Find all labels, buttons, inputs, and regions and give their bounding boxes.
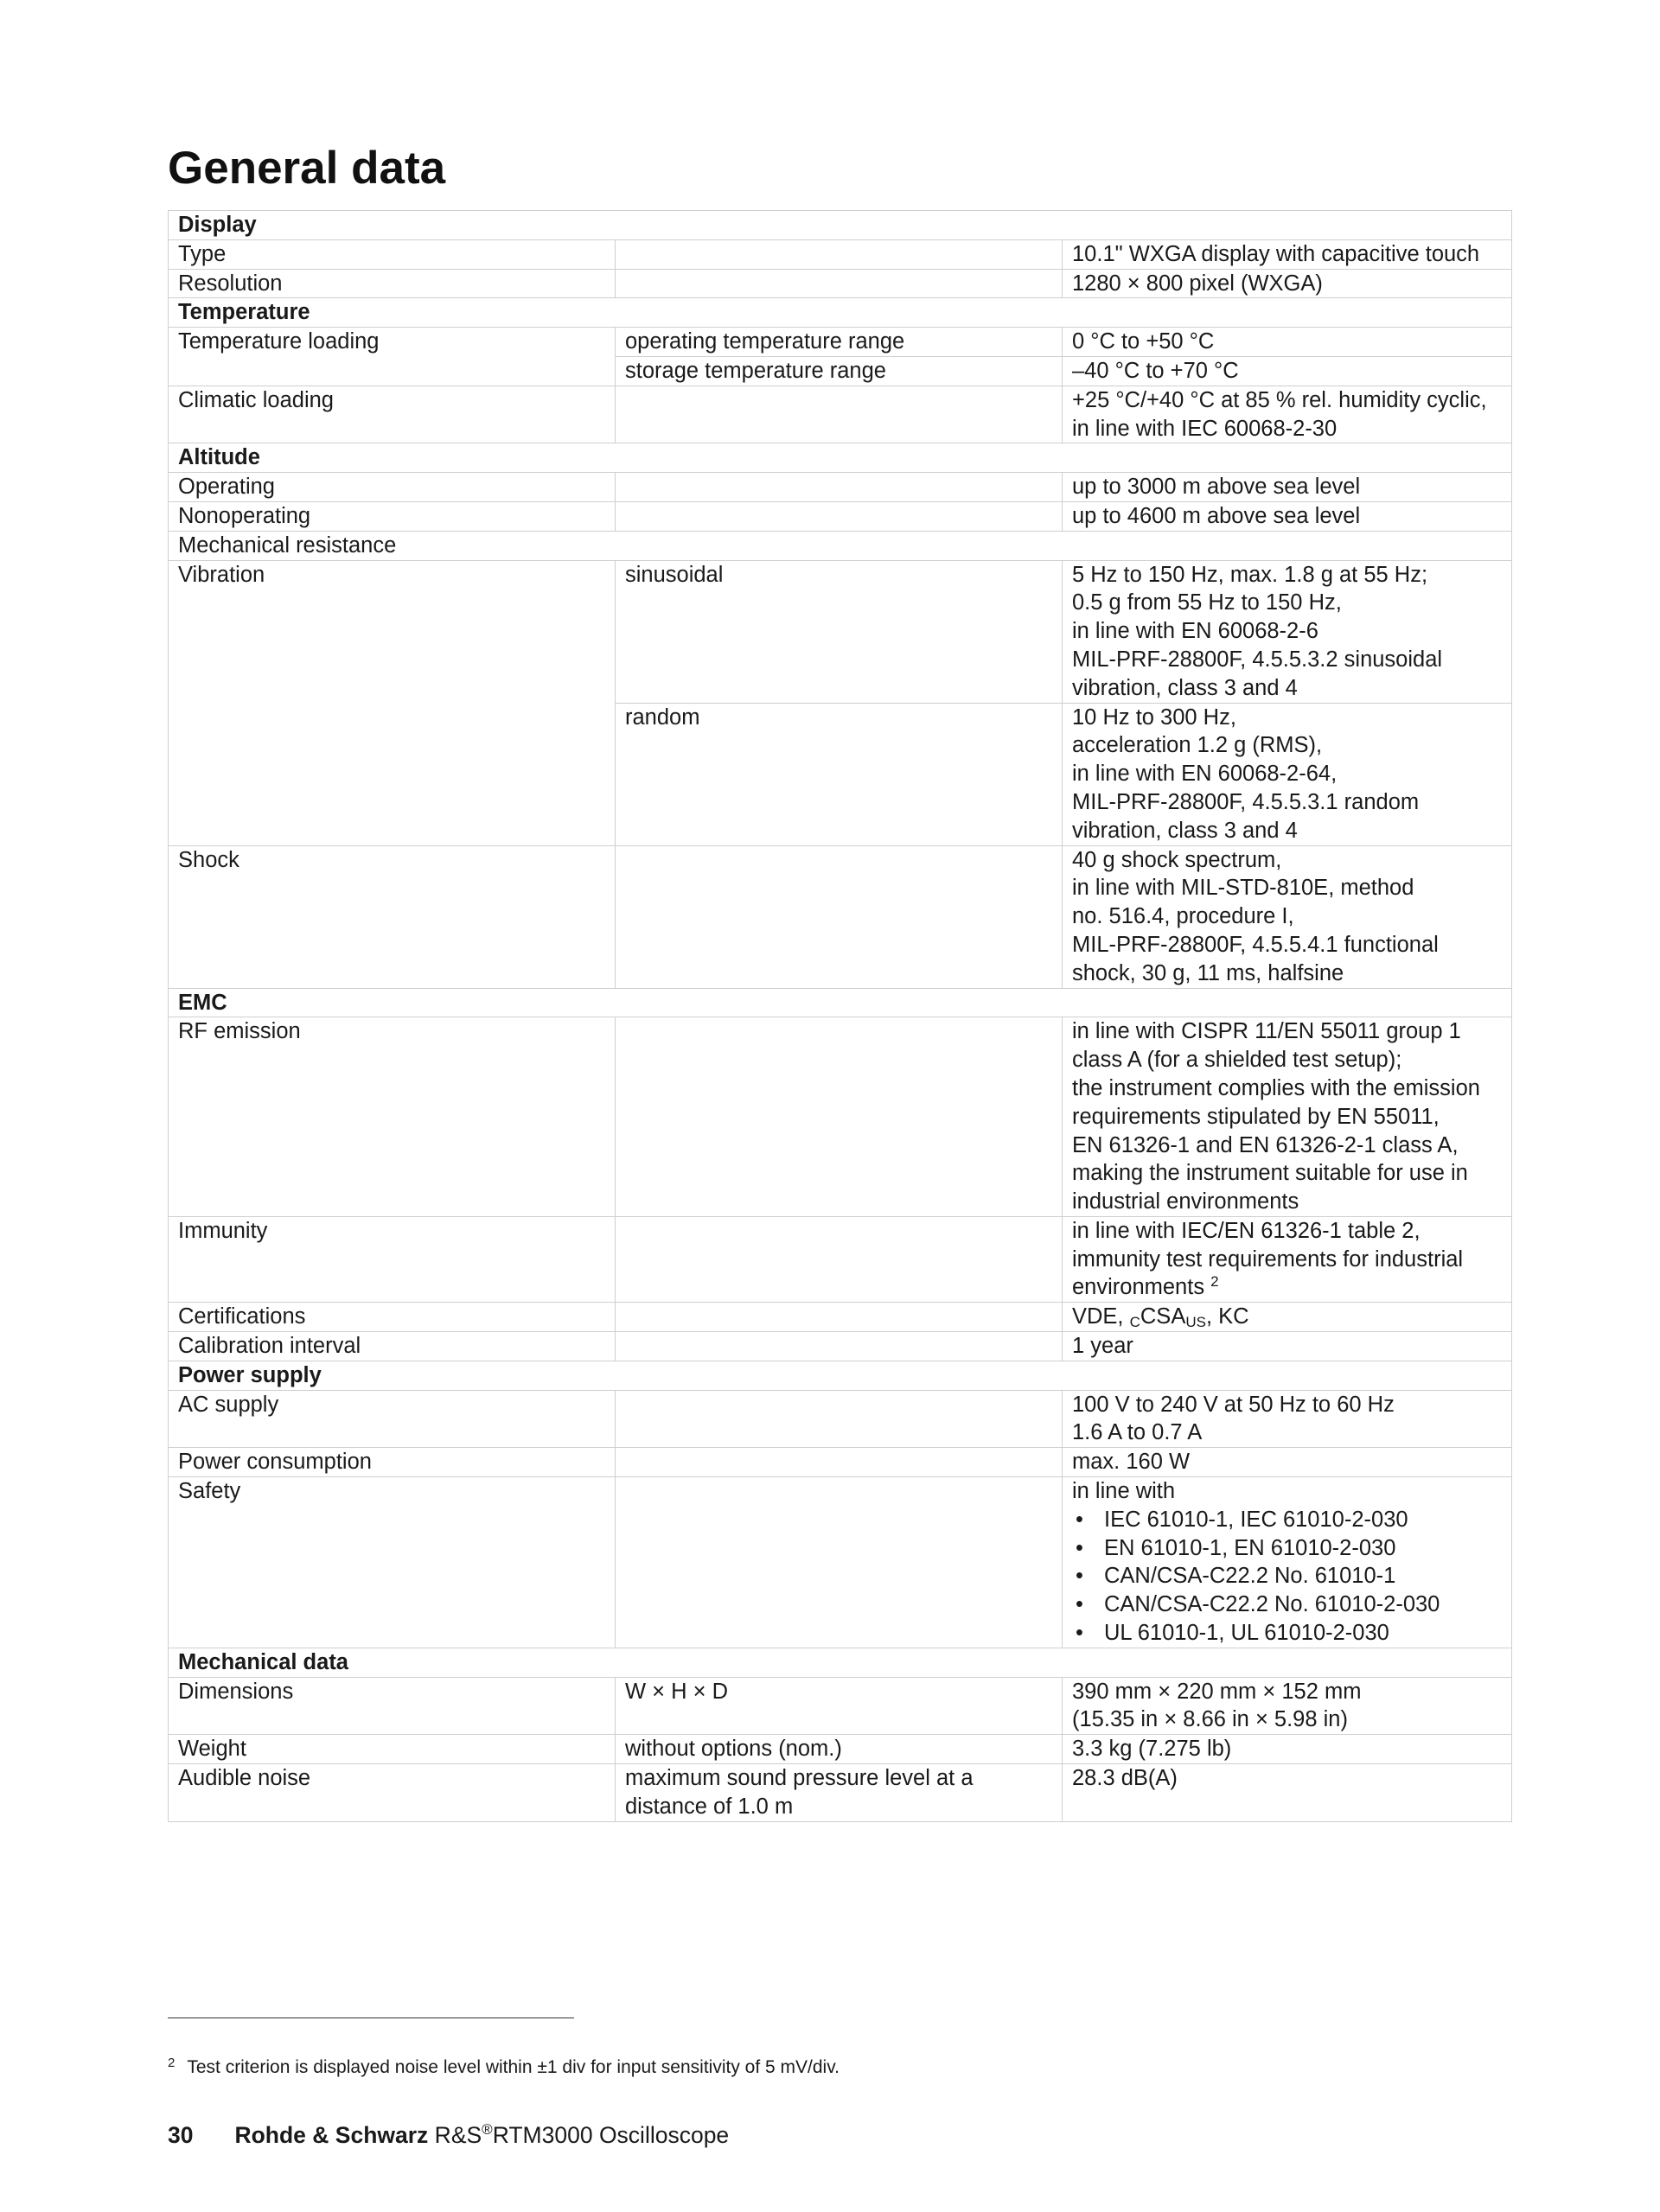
row-label: Calibration interval xyxy=(169,1332,616,1361)
section-row-display xyxy=(169,211,1512,240)
footnote-text: Test criterion is displayed noise level within ±1 div for input sensitivity of 5 mV/div. xyxy=(187,2057,840,2077)
param-line: distance of 1.0 m xyxy=(625,1794,794,1819)
value-line: MIL-PRF-28800F, 4.5.5.3.1 random xyxy=(1072,789,1420,814)
row-label: Temperature loading xyxy=(169,328,616,386)
row-value: 1280 × 800 pixel (WXGA) xyxy=(1063,269,1512,298)
row-value: up to 3000 m above sea level xyxy=(1063,473,1512,502)
section-row-power-supply xyxy=(169,1361,1512,1390)
cert-csa: CSA xyxy=(1140,1304,1186,1329)
value-line: shock, 30 g, 11 ms, halfsine xyxy=(1072,960,1344,985)
cert-kc: , KC xyxy=(1205,1304,1249,1329)
value-line: no. 516.4, procedure I, xyxy=(1072,904,1294,929)
row-param: without options (nom.) xyxy=(616,1735,1063,1764)
row-value xyxy=(1063,1390,1512,1448)
cert-csa-prefix: C xyxy=(1129,1314,1140,1331)
row-value xyxy=(1063,845,1512,988)
row-param: W × H × D xyxy=(616,1677,1063,1735)
value-line: acceleration 1.2 g (RMS), xyxy=(1072,733,1323,758)
section-row-mechanical-data xyxy=(169,1648,1512,1677)
row-param xyxy=(616,1017,1063,1217)
table-row-type xyxy=(169,239,1512,269)
row-label: Operating xyxy=(169,473,616,502)
section-heading-altitude: Altitude xyxy=(169,443,1512,473)
row-param xyxy=(616,269,1063,298)
row-value xyxy=(1063,386,1512,443)
row-param: sinusoidal xyxy=(616,560,1063,703)
table-row-audible-noise xyxy=(169,1764,1512,1822)
row-label: Power consumption xyxy=(169,1448,616,1477)
row-value xyxy=(1063,1216,1512,1302)
value-line: 390 mm × 220 mm × 152 mm xyxy=(1072,1679,1362,1704)
value-line: in line with MIL-STD-810E, method xyxy=(1072,876,1414,901)
table-row-vibration-sinusoidal xyxy=(169,560,1512,703)
value-line: in line with EN 60068-2-64, xyxy=(1072,762,1338,787)
row-label: Climatic loading xyxy=(169,386,616,443)
value-line: in line with CISPR 11/EN 55011 group 1 xyxy=(1072,1019,1461,1044)
row-value: –40 °C to +70 °C xyxy=(1063,356,1512,386)
row-value: 1 year xyxy=(1063,1332,1512,1361)
value-line: the instrument complies with the emission xyxy=(1072,1075,1480,1100)
value-line: vibration, class 3 and 4 xyxy=(1072,675,1298,700)
table-row-certifications xyxy=(169,1303,1512,1332)
row-param xyxy=(616,1448,1063,1477)
page-footer xyxy=(168,2121,729,2149)
value-line: 5 Hz to 150 Hz, max. 1.8 g at 55 Hz; xyxy=(1072,562,1428,587)
table-row-climatic xyxy=(169,386,1512,443)
row-value xyxy=(1063,1303,1512,1332)
list-item: • CAN/CSA-C22.2 No. 61010-1 xyxy=(1072,1562,1503,1590)
row-value xyxy=(1063,1677,1512,1735)
value-line: in line with IEC 60068-2-30 xyxy=(1072,416,1338,441)
row-value: max. 160 W xyxy=(1063,1448,1512,1477)
table-row-shock xyxy=(169,845,1512,988)
row-value xyxy=(1063,560,1512,703)
footer-product-name: RTM3000 Oscilloscope xyxy=(492,2122,730,2148)
cert-csa-suffix: US xyxy=(1185,1314,1206,1331)
footer-brand: Rohde & Schwarz xyxy=(234,2122,429,2148)
table-row-weight xyxy=(169,1735,1512,1764)
table-row-ac-supply xyxy=(169,1390,1512,1448)
value-line: MIL-PRF-28800F, 4.5.5.3.2 sinusoidal xyxy=(1072,647,1443,672)
row-param: operating temperature range xyxy=(616,328,1063,357)
table-row-altitude-nonoperating xyxy=(169,501,1512,531)
section-heading-temperature: Temperature xyxy=(169,298,1512,328)
row-label: Immunity xyxy=(169,1216,616,1302)
row-param xyxy=(616,501,1063,531)
row-param xyxy=(616,239,1063,269)
cert-vde: VDE, xyxy=(1072,1304,1130,1329)
row-value: up to 4600 m above sea level xyxy=(1063,501,1512,531)
row-label: RF emission xyxy=(169,1017,616,1217)
value-line: in line with xyxy=(1072,1479,1176,1504)
section-row-altitude xyxy=(169,443,1512,473)
section-heading-mechanical-resistance: Mechanical resistance xyxy=(169,531,1512,560)
list-item: • UL 61010-1, UL 61010-2-030 xyxy=(1072,1619,1503,1648)
value-line: EN 61326-1 and EN 61326-2-1 class A, xyxy=(1072,1132,1459,1157)
row-label: Vibration xyxy=(169,560,616,845)
row-label: Audible noise xyxy=(169,1764,616,1822)
row-label: Resolution xyxy=(169,269,616,298)
row-label: Weight xyxy=(169,1735,616,1764)
footnote xyxy=(168,2052,840,2079)
row-param xyxy=(616,386,1063,443)
table-row-altitude-operating xyxy=(169,473,1512,502)
section-row-mechanical-resistance xyxy=(169,531,1512,560)
row-value: 10.1" WXGA display with capacitive touch xyxy=(1063,239,1512,269)
row-value xyxy=(1063,1017,1512,1217)
row-value xyxy=(1063,703,1512,845)
table-row-power-consumption xyxy=(169,1448,1512,1477)
row-value: 3.3 kg (7.275 lb) xyxy=(1063,1735,1512,1764)
row-label: Safety xyxy=(169,1477,616,1648)
table-row-dimensions xyxy=(169,1677,1512,1735)
list-item: • CAN/CSA-C22.2 No. 61010-2-030 xyxy=(1072,1590,1503,1619)
footnote-reference: 2 xyxy=(1210,1273,1219,1291)
row-label: AC supply xyxy=(169,1390,616,1448)
value-line: in line with IEC/EN 61326-1 table 2, xyxy=(1072,1218,1421,1243)
value-line: in line with EN 60068-2-6 xyxy=(1072,619,1318,644)
row-param xyxy=(616,1332,1063,1361)
row-label: Shock xyxy=(169,845,616,988)
value-line: 1.6 A to 0.7 A xyxy=(1072,1420,1203,1445)
value-line: +25 °C/+40 °C at 85 % rel. humidity cyclic, xyxy=(1072,387,1487,412)
section-heading-emc: EMC xyxy=(169,988,1512,1017)
value-line: (15.35 in × 8.66 in × 5.98 in) xyxy=(1072,1707,1348,1732)
row-param: random xyxy=(616,703,1063,845)
value-line: class A (for a shielded test setup); xyxy=(1072,1048,1402,1073)
registered-mark: ® xyxy=(482,2121,493,2138)
table-row-immunity xyxy=(169,1216,1512,1302)
row-label: Type xyxy=(169,239,616,269)
value-line: 10 Hz to 300 Hz, xyxy=(1072,704,1236,730)
param-line: maximum sound pressure level at a xyxy=(625,1766,974,1791)
row-label: Dimensions xyxy=(169,1677,616,1735)
table-row-safety xyxy=(169,1477,1512,1648)
section-heading-display: Display xyxy=(169,211,1512,240)
safety-standards-list xyxy=(1072,1506,1503,1648)
row-param xyxy=(616,1477,1063,1648)
value-line: 100 V to 240 V at 50 Hz to 60 Hz xyxy=(1072,1392,1395,1417)
row-param xyxy=(616,845,1063,988)
value-line: industrial environments xyxy=(1072,1189,1299,1214)
page-number: 30 xyxy=(168,2122,194,2148)
row-label: Certifications xyxy=(169,1303,616,1332)
table-row-calibration xyxy=(169,1332,1512,1361)
value-line: MIL-PRF-28800F, 4.5.5.4.1 functional xyxy=(1072,932,1439,957)
row-param xyxy=(616,1303,1063,1332)
section-heading-power-supply: Power supply xyxy=(169,1361,1512,1390)
row-param xyxy=(616,1390,1063,1448)
row-value xyxy=(1063,1477,1512,1648)
table-row-temperature-operating xyxy=(169,328,1512,357)
value-line: vibration, class 3 and 4 xyxy=(1072,818,1298,843)
value-line xyxy=(1072,1273,1503,1302)
row-label: Nonoperating xyxy=(169,501,616,531)
value-line: immunity test requirements for industrial xyxy=(1072,1246,1464,1272)
row-value: 28.3 dB(A) xyxy=(1063,1764,1512,1822)
row-param xyxy=(616,1764,1063,1822)
row-param xyxy=(616,1216,1063,1302)
value-text: environments xyxy=(1072,1275,1205,1300)
row-param xyxy=(616,473,1063,502)
value-line: making the instrument suitable for use in xyxy=(1072,1161,1468,1186)
general-data-table xyxy=(168,210,1512,1822)
table-row-rf-emission xyxy=(169,1017,1512,1217)
section-heading-mechanical-data: Mechanical data xyxy=(169,1648,1512,1677)
footer-product-prefix: R&S xyxy=(428,2122,482,2148)
row-value: 0 °C to +50 °C xyxy=(1063,328,1512,357)
list-item: • IEC 61010-1, IEC 61010-2-030 xyxy=(1072,1506,1503,1534)
row-param: storage temperature range xyxy=(616,356,1063,386)
page-title: General data xyxy=(168,143,446,194)
value-line: requirements stipulated by EN 55011, xyxy=(1072,1104,1440,1129)
section-row-emc xyxy=(169,988,1512,1017)
value-line: 0.5 g from 55 Hz to 150 Hz, xyxy=(1072,590,1342,615)
section-row-temperature xyxy=(169,298,1512,328)
value-line: 40 g shock spectrum, xyxy=(1072,847,1282,872)
table-row-resolution xyxy=(169,269,1512,298)
footnote-number: 2 xyxy=(168,2056,176,2070)
list-item: • EN 61010-1, EN 61010-2-030 xyxy=(1072,1534,1503,1563)
